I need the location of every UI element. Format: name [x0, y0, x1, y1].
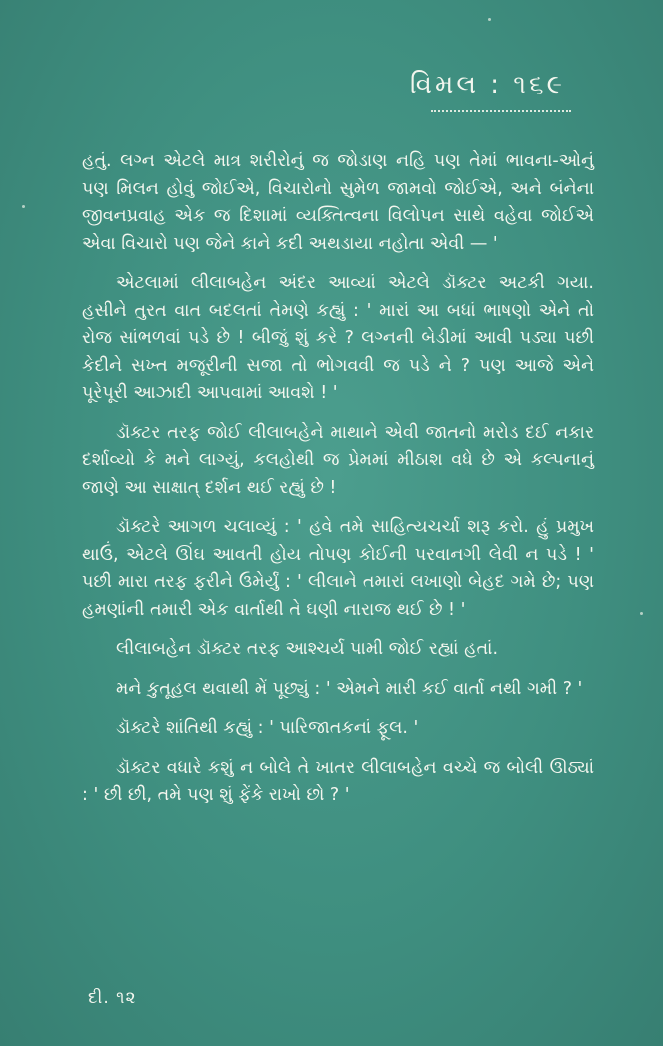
paper-speck	[488, 18, 491, 21]
printer-signature-mark: દી. ૧૨	[88, 988, 137, 1008]
paragraph-1: હતું. લગ્ન એટલે માત્ર શરીરોનું જ જોડાણ નહિ પણ તેમાં ભાવના-ઓનું પણ મિલન હોવું જોઈએ, વિચારોનો સુમેળ જામવો જોઈએ, અને બંનેના જીવનપ્રવાહ એક જ દિશામાં વ્યક્તિત્વના વિલોપન સાથે વહેવા જોઈએ એવા વિચારો પણ જેને કાને કદી અથડાયા નહોતા એવી — '	[82, 151, 594, 254]
running-header: વિમલ : ૧૬૯	[409, 70, 565, 100]
body-text	[82, 148, 594, 822]
paragraph-6: મને કુતૂહલ થવાથી મેં પૂછ્યું : ' એમને મારી કઈ વાર્તા નથી ગમી ? '	[116, 678, 583, 699]
paragraph-5: લીલાબહેન ડૉક્ટર તરફ આશ્ચર્ય પામી જોઈ રહ્યાં હતાં.	[116, 639, 499, 659]
paragraph-3: ડૉક્ટર તરફ જોઈ લીલાબહેને માથાને એવી જાતનો મરોડ દઈ નકાર દર્શાવ્યો કે મને લાગ્યું, કલહોથી જ પ્રેમમાં મીઠાશ વધે છે એ કલ્પનાનું જાણે આ સાક્ષાત્ દર્શન થઈ રહ્યું છે !	[82, 422, 594, 498]
paragraph-2: એટલામાં લીલાબહેન અંદર આવ્યાં એટલે ડૉક્ટર અટકી ગયા. હસીને તુરત વાત બદલતાં તેમણે કહ્યું : ' મારાં આ બધાં ભાષણો એને તો રોજ સાંભળવાં પડે છે ! બીજું શું કરે ? લગ્નની બેડીમાં આવી પડ્યા પછી કેદીને સખ્ત મજૂરીની સજા તો ભોગવવી જ પડે ને ? પણ આજે એને પૂરેપૂરી આઝાદી આપવામાં આવશે ! '	[82, 273, 594, 403]
paragraph-4: ડૉક્ટરે આગળ ચલાવ્યું : ' હવે તમે સાહિત્યચર્ચા શરૂ કરો. હું પ્રમુખ થાઉં, એટલે ઊંઘ આવતી હોય તોપણ કોઈની પરવાનગી લેવી ન પડે ! ' પછી મારા તરફ ફરીને ઉમેર્યું : ' લીલાને તમારાં લખાણો બેહદ ગમે છે; પણ હમણાંની તમારી એક વાર્તાથી તે ઘણી નારાજ થઈ છે ! '	[82, 517, 594, 620]
paragraph-8: ડૉક્ટર વધારે કશું ન બોલે તે ખાતર લીલાબહેન વચ્ચે જ બોલી ઊઠ્યાં : ' છી છી, તમે પણ શું ફેંકે રાખો છો ? '	[82, 757, 594, 805]
paragraph-7: ડૉક્ટરે શાંતિથી કહ્યું : ' પારિજાતકનાં ફૂલ. '	[116, 718, 419, 738]
paper-speck	[22, 205, 25, 208]
paper-speck	[640, 612, 643, 615]
header-underline	[431, 104, 571, 112]
